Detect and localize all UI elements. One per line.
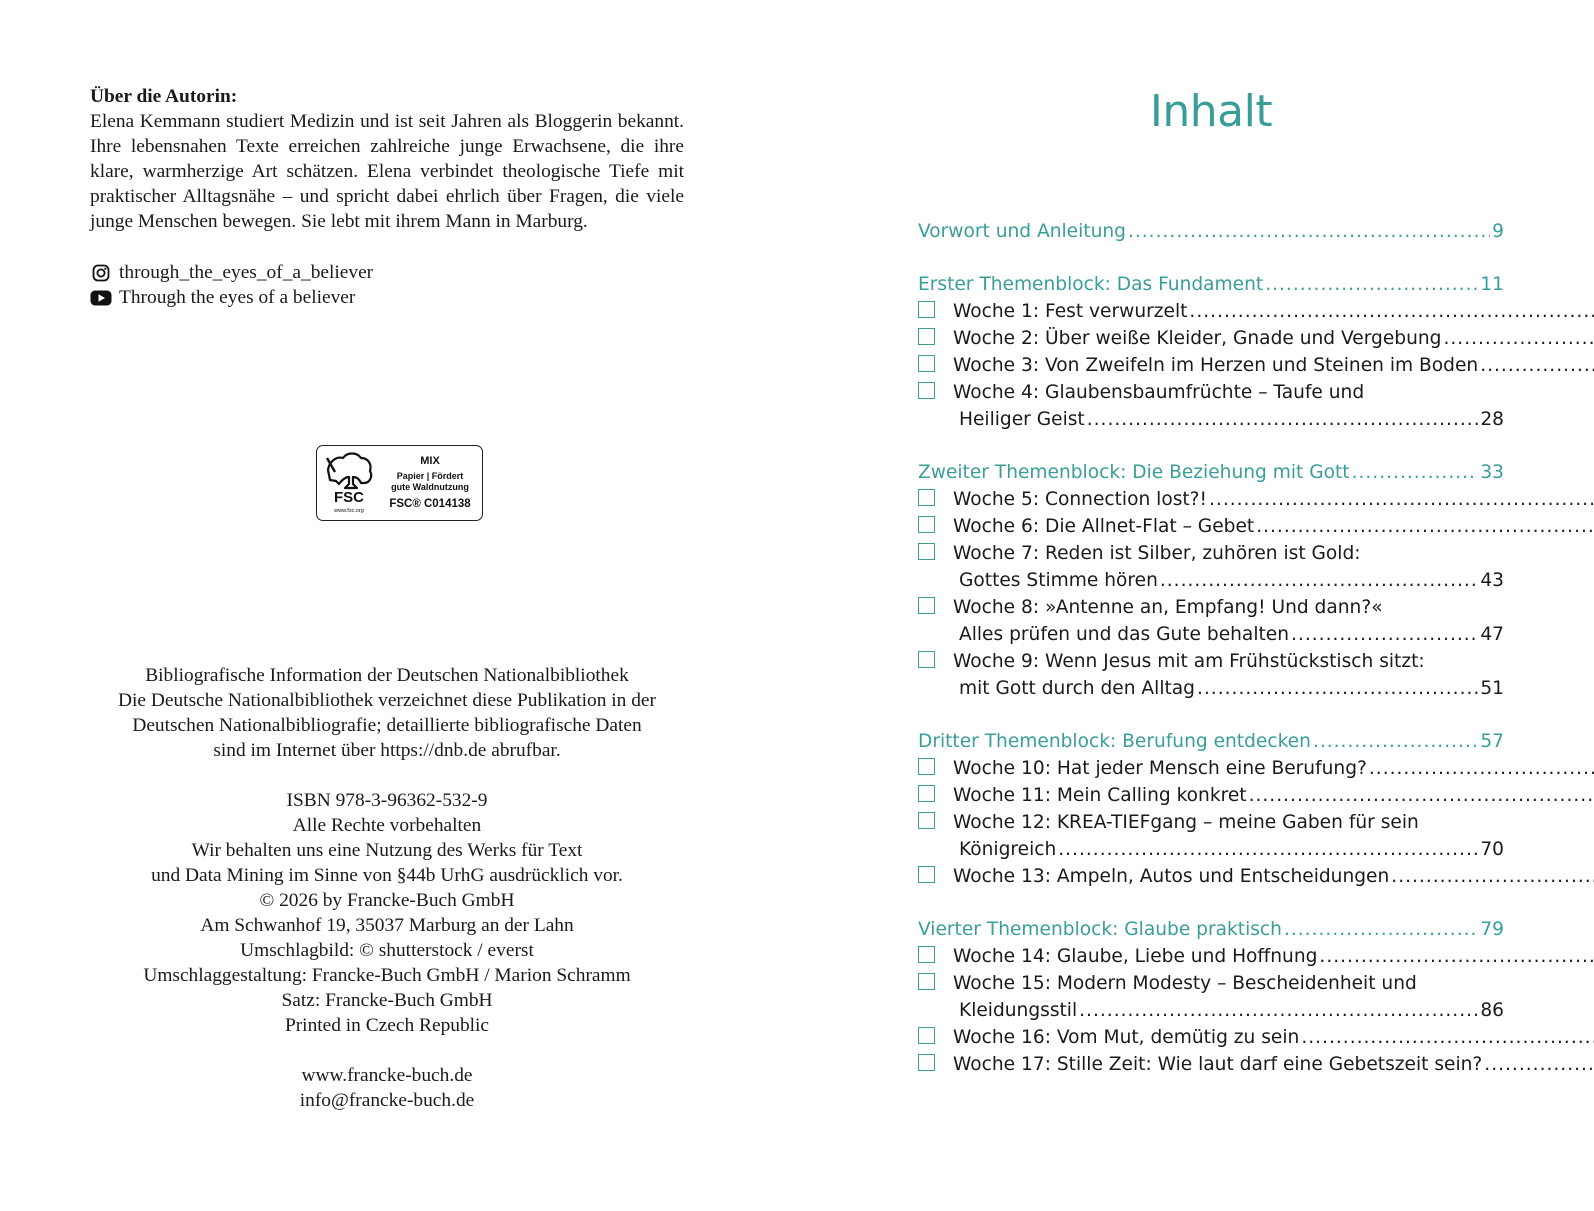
toc-week-17[interactable] [918, 1051, 1504, 1078]
isbn: ISBN 978-3-96362-532-9 [286, 790, 488, 811]
week-label: Woche 8: »Antenne an, Empfang! Und dann?« [953, 597, 1383, 618]
checkbox[interactable] [918, 946, 935, 963]
fsc-tree-icon [323, 450, 375, 516]
toc-week-6[interactable] [918, 513, 1504, 540]
week-label: Woche 7: Reden ist Silber, zuhören ist Gold: [953, 543, 1361, 564]
toc-week-7[interactable] [918, 540, 1504, 567]
section-label: Dritter Themenblock: Berufung entdecken [918, 731, 1311, 752]
week-label-cont: Heiliger Geist [959, 409, 1085, 430]
fsc-mark: FSC [334, 489, 364, 506]
checkbox[interactable] [918, 1027, 935, 1044]
toc-week-9[interactable] [918, 648, 1504, 675]
week-label: Woche 16: Vom Mut, demütig zu sein [953, 1027, 1300, 1048]
bib-line: Bibliografische Information der Deutschen Nationalbibliothek [145, 665, 629, 686]
toc-week-5[interactable] [918, 486, 1504, 513]
section-label: Erster Themenblock: Das Fundament [918, 274, 1264, 295]
checkbox[interactable] [918, 355, 935, 372]
cover-design-credit: Umschlaggestaltung: Francke-Buch GmbH / Marion Schramm [143, 965, 631, 986]
week-label: Woche 15: Modern Modesty – Bescheidenheit und [953, 973, 1417, 994]
checkbox[interactable] [918, 785, 935, 802]
publisher-address: Am Schwanhof 19, 35037 Marburg an der Lahn [200, 915, 574, 936]
rights-line: Wir behalten uns eine Nutzung des Werks für Text [191, 840, 583, 861]
fsc-desc-line1: Papier | Fördert [396, 471, 464, 481]
youtube-icon [90, 289, 112, 307]
fsc-desc-line2: gute Waldnutzung [391, 482, 469, 492]
week-label-cont: Alles prüfen und das Gute behalten [959, 624, 1290, 645]
cover-image-credit: Umschlagbild: © shutterstock / everst [240, 940, 534, 961]
checkbox[interactable] [918, 516, 935, 533]
toc-section-block2[interactable] [918, 459, 1504, 486]
youtube-channel: Through the eyes of a believer [119, 287, 356, 308]
week-label: Woche 6: Die Allnet-Flat – Gebet [953, 516, 1255, 537]
page-number: 43 [1480, 570, 1504, 591]
toc-section-block4[interactable] [918, 916, 1504, 943]
week-label: Woche 11: Mein Calling konkret [953, 785, 1247, 806]
page-number: 86 [1480, 1000, 1504, 1021]
toc-week-12[interactable] [918, 809, 1504, 836]
week-label: Woche 3: Von Zweifeln im Herzen und Steinen im Boden [953, 355, 1479, 376]
toc-week-15-cont [918, 997, 1504, 1024]
typesetting-credit: Satz: Francke-Buch GmbH [281, 990, 493, 1011]
week-label: Woche 1: Fest verwurzelt [953, 301, 1188, 322]
page-number: 28 [1480, 409, 1504, 430]
toc-week-15[interactable] [918, 970, 1504, 997]
checkbox[interactable] [918, 1054, 935, 1071]
entry-label: Vorwort und Anleitung [918, 221, 1126, 242]
checkbox[interactable] [918, 758, 935, 775]
author-bio: Elena Kemmann studiert Medizin und ist seit Jahren als Bloggerin bekannt. Ihre lebensnahen Texte erreichen zahlreiche junge Erwachsene, die ihre klare, warmherzige Art schätzen. Elena verbindet theologische Tiefe mit praktischer Alltagsnähe – und spricht dabei ehrlich über Fragen, die viele junge Menschen bewegen. Sie lebt mit ihrem Mann in Marburg. [90, 111, 684, 232]
page-number: 79 [1480, 919, 1504, 940]
toc-week-3[interactable] [918, 352, 1504, 379]
week-label: Woche 2: Über weiße Kleider, Gnade und Vergebung [953, 328, 1442, 349]
bib-line: Deutschen Nationalbibliografie; detaillierte bibliografische Daten [132, 715, 642, 736]
checkbox[interactable] [918, 812, 935, 829]
page-number: 33 [1480, 462, 1504, 483]
page-number: 70 [1480, 839, 1504, 860]
page-number: 57 [1480, 731, 1504, 752]
toc-week-1[interactable] [918, 298, 1504, 325]
toc-section-block1[interactable] [918, 271, 1504, 298]
toc-week-8[interactable] [918, 594, 1504, 621]
toc-week-10[interactable] [918, 755, 1504, 782]
toc-week-12-cont [918, 836, 1504, 863]
toc-entry-vorwort[interactable] [918, 218, 1504, 245]
toc-week-11[interactable] [918, 782, 1504, 809]
toc-week-4[interactable] [918, 379, 1504, 406]
checkbox[interactable] [918, 301, 935, 318]
bib-line: Die Deutsche Nationalbibliothek verzeichnet diese Publikation in der [118, 690, 656, 711]
page-number: 11 [1480, 274, 1504, 295]
instagram-icon [90, 264, 112, 282]
toc-week-2[interactable] [918, 325, 1504, 352]
fsc-site: www.fsc.org [334, 508, 364, 514]
toc-week-13[interactable] [918, 863, 1504, 890]
checkbox[interactable] [918, 597, 935, 614]
toc-week-16[interactable] [918, 1024, 1504, 1051]
instagram-handle: through_the_eyes_of_a_believer [119, 262, 374, 283]
section-label: Zweiter Themenblock: Die Beziehung mit Gott [918, 462, 1350, 483]
week-label-cont: Gottes Stimme hören [959, 570, 1158, 591]
page-number: 47 [1480, 624, 1504, 645]
fsc-logo [316, 445, 483, 521]
toc-week-8-cont [918, 621, 1504, 648]
week-label: Woche 4: Glaubensbaumfrüchte – Taufe und [953, 382, 1365, 403]
author-heading: Über die Autorin: [90, 86, 238, 107]
week-label: Woche 10: Hat jeder Mensch eine Berufung? [953, 758, 1367, 779]
copyright: © 2026 by Francke-Buch GmbH [259, 890, 515, 911]
checkbox[interactable] [918, 651, 935, 668]
toc-week-9-cont [918, 675, 1504, 702]
youtube-link[interactable] [90, 285, 684, 310]
week-label: Woche 14: Glaube, Liebe und Hoffnung [953, 946, 1318, 967]
week-label: Woche 5: Connection lost?! [953, 489, 1207, 510]
imprint [90, 663, 684, 1113]
checkbox[interactable] [918, 973, 935, 990]
week-label: Woche 17: Stille Zeit: Wie laut darf eine Gebetszeit sein? [953, 1054, 1483, 1075]
week-label-cont: Kleidungsstil [959, 1000, 1078, 1021]
toc-week-14[interactable] [918, 943, 1504, 970]
rights-line: Alle Rechte vorbehalten [292, 815, 482, 836]
checkbox[interactable] [918, 328, 935, 345]
toc-week-4-cont [918, 406, 1504, 433]
checkbox[interactable] [918, 543, 935, 560]
email-link[interactable]: info@francke-buch.de [299, 1090, 475, 1111]
week-label-cont: mit Gott durch den Alltag [959, 678, 1195, 699]
rights-line: und Data Mining im Sinne von §44b UrhG ausdrücklich vor. [151, 865, 623, 886]
week-label: Woche 13: Ampeln, Autos und Entscheidungen [953, 866, 1390, 887]
checkbox[interactable] [918, 382, 935, 399]
bib-line: sind im Internet über https://dnb.de abrufbar. [213, 740, 561, 761]
instagram-link[interactable] [90, 260, 684, 285]
week-label: Woche 12: KREA-TIEFgang – meine Gaben für sein [953, 812, 1419, 833]
toc-section-block3[interactable] [918, 728, 1504, 755]
toc-week-7-cont [918, 567, 1504, 594]
checkbox[interactable] [918, 489, 935, 506]
website-link[interactable]: www.francke-buch.de [301, 1065, 473, 1086]
toc-title: Inhalt [1149, 86, 1273, 137]
social-links [90, 260, 684, 310]
checkbox[interactable] [918, 866, 935, 883]
page-number: 51 [1480, 678, 1504, 699]
week-label-cont: Königreich [959, 839, 1057, 860]
author-section [90, 84, 684, 310]
section-label: Vierter Themenblock: Glaube praktisch [918, 919, 1282, 940]
fsc-mix: MIX [420, 455, 440, 467]
week-label: Woche 9: Wenn Jesus mit am Frühstückstisch sitzt: [953, 651, 1425, 672]
printed-in: Printed in Czech Republic [284, 1015, 490, 1036]
fsc-code: FSC® C014138 [389, 498, 471, 510]
page-number: 9 [1492, 221, 1504, 242]
